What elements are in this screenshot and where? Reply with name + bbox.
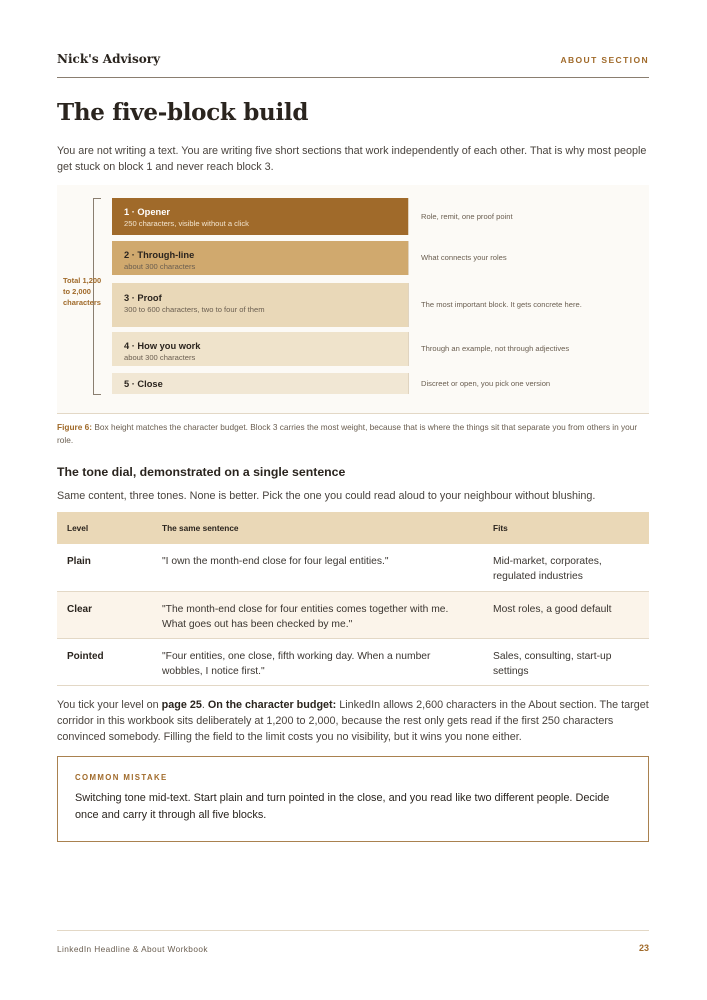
block-name: 2 · Through-line <box>124 250 195 260</box>
block-sub: 250 characters, visible without a click <box>124 219 249 228</box>
para-text: You tick your level on <box>57 699 162 711</box>
level-cell: Plain <box>57 544 152 591</box>
block-name: 5 · Close <box>124 379 163 389</box>
budget-label: On the character budget: <box>207 699 337 711</box>
footer-title: LinkedIn Headline & About Workbook <box>57 944 208 954</box>
page-header <box>57 52 649 78</box>
total-label: Total 1,200 to 2,000 characters <box>63 276 102 307</box>
section-label: ABOUT SECTION <box>560 55 649 65</box>
figure-caption <box>57 421 649 447</box>
column-header: Level <box>57 512 152 544</box>
five-block-diagram <box>57 185 649 414</box>
table-row <box>57 638 649 685</box>
block-sub: about 300 characters <box>124 262 196 271</box>
block-desc: Through an example, not through adjectives <box>408 332 649 366</box>
intro-paragraph: You are not writing a text. You are writing five short sections that work independently of each other. That is why most people get stuck on block 1 and never reach block 3. <box>57 145 647 173</box>
block-desc: What connects your roles <box>408 241 649 275</box>
block-desc: Role, remit, one proof point <box>408 198 649 235</box>
block-through-line <box>112 241 408 275</box>
caption-label: Figure 6: <box>57 422 93 432</box>
block-sub: 300 to 600 characters, two to four of them <box>124 305 265 314</box>
table-header-row <box>57 512 649 544</box>
fits-cell: Sales, consulting, start-up settings <box>483 638 649 685</box>
para-text: . <box>201 699 208 711</box>
sentence-cell: "Four entities, one close, fifth working day. When a number wobbles, I notice first." <box>152 638 483 685</box>
page-reference: page 25 <box>161 699 202 711</box>
column-header: Fits <box>483 512 649 544</box>
block-how-you-work <box>112 332 408 366</box>
page-number: 23 <box>638 943 649 953</box>
block-proof <box>112 283 408 327</box>
common-mistake-box <box>57 756 649 842</box>
fits-cell: Mid-market, corporates, regulated industries <box>483 544 649 591</box>
tone-table <box>57 512 649 686</box>
para-text: LinkedIn allows 2,600 characters in the About section. The target corridor in this workbook sits deliberately at 1,200 to 2,000, because the rest only gets read if the first 250 characters convinced somebody. Filling the field to the limit costs you no visibility, but it wins you none either. <box>57 699 649 743</box>
sentence-cell: "The month-end close for four entities comes together with me. What goes out has been checked by me." <box>152 591 483 638</box>
block-name: 1 · Opener <box>124 207 170 217</box>
tone-subtext: Same content, three tones. None is better. Pick the one you could read aloud to your neighbour without blushing. <box>57 490 596 502</box>
block-sub: about 300 characters <box>124 353 196 362</box>
block-opener <box>112 198 408 235</box>
table-row <box>57 544 649 591</box>
character-budget-paragraph <box>57 697 649 745</box>
block-close <box>112 373 408 394</box>
block-desc: Discreet or open, you pick one version <box>408 373 649 394</box>
block-desc: The most important block. It gets concrete here. <box>408 283 649 327</box>
column-header: The same sentence <box>152 512 483 544</box>
brand-name: Nick's Advisory <box>57 52 161 66</box>
block-name: 4 · How you work <box>124 341 201 351</box>
mistake-text: Switching tone mid-text. Start plain and turn pointed in the close, and you read like two different people. Decide once and carry it through all five blocks. <box>75 792 610 821</box>
tone-heading: The tone dial, demonstrated on a single sentence <box>57 465 346 479</box>
page-title: The five-block build <box>57 99 309 126</box>
caption-text: Box height matches the character budget. Block 3 carries the most weight, because that is where the things sit that separate you from others in your role. <box>57 422 638 445</box>
page-footer <box>57 930 649 960</box>
level-cell: Clear <box>57 591 152 638</box>
sentence-cell: "I own the month-end close for four legal entities." <box>152 544 483 591</box>
table-row <box>57 591 649 638</box>
level-cell: Pointed <box>57 638 152 685</box>
block-name: 3 · Proof <box>124 293 162 303</box>
fits-cell: Most roles, a good default <box>483 591 649 638</box>
mistake-label: COMMON MISTAKE <box>75 773 168 782</box>
